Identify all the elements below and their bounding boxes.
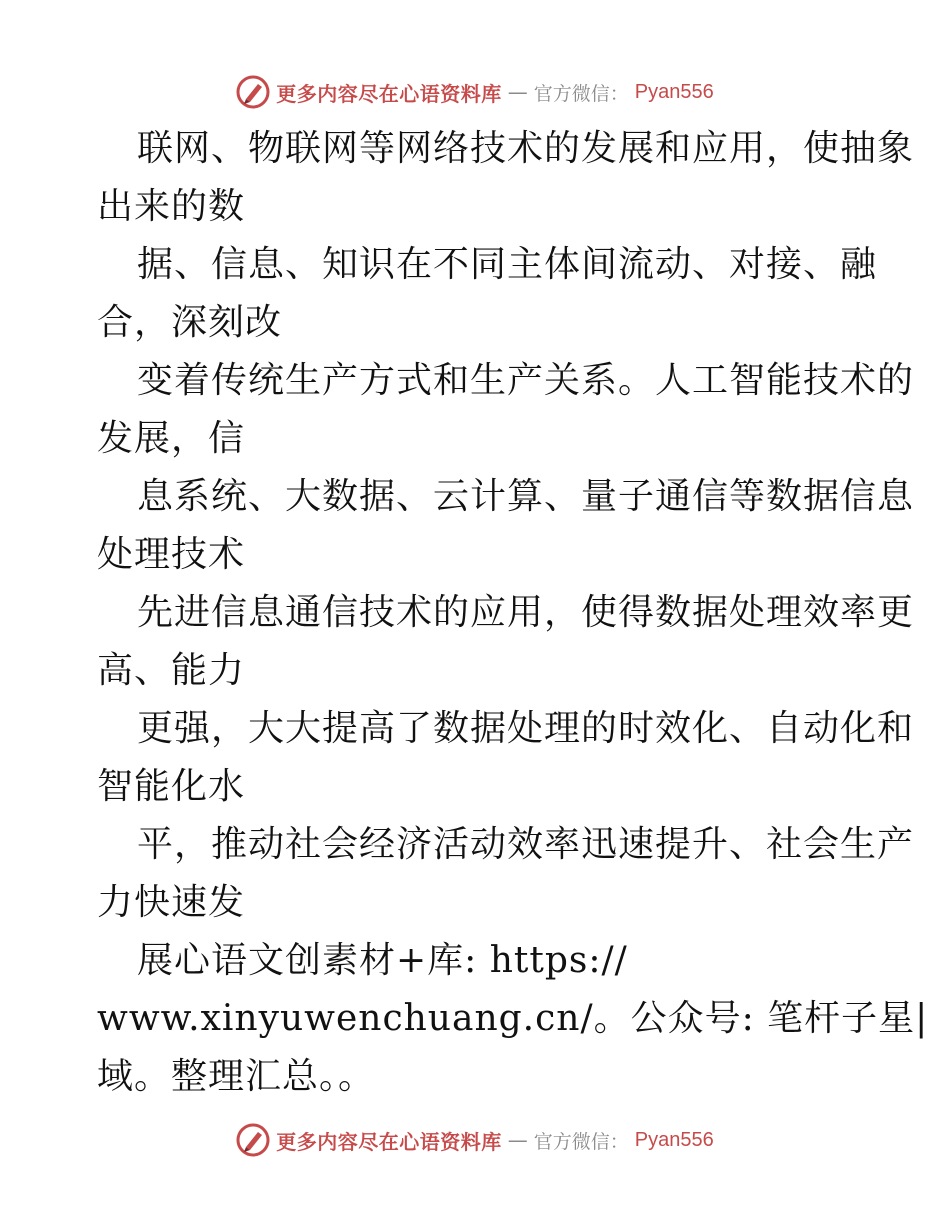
text-line: 合，深刻改 (97, 302, 283, 343)
pen-logo-icon (236, 75, 270, 109)
banner-wechat-label: 官方微信： (533, 1130, 629, 1153)
header-banner (0, 72, 950, 112)
text-line: 高、能力 (97, 650, 246, 691)
pen-logo-icon (236, 1123, 270, 1157)
text-line: 智能化水 (97, 766, 246, 807)
text-line: 展心语文创素材+库: https:// (137, 940, 628, 981)
banner-dash: — (507, 80, 528, 104)
banner-dash: — (507, 1128, 528, 1152)
text-line: 更强，大大提高了数据处理的时效化、自动化和 (137, 708, 915, 749)
text-line: 变着传统生产方式和生产关系。人工智能技术的 (137, 360, 915, 401)
banner-title: 更多内容尽在心语资料库 (276, 1129, 502, 1154)
text-line: 出来的数 (97, 186, 246, 227)
text-line: 联网、物联网等网络技术的发展和应用，使抽象 (137, 128, 915, 169)
banner-wechat-id: Pyan556 (634, 1128, 714, 1151)
text-line: 发展，信 (97, 418, 246, 459)
text-line: 域。整理汇总。。 (97, 1056, 376, 1097)
text-line: 息系统、大数据、云计算、量子通信等数据信息 (137, 476, 915, 517)
text-line: 处理技术 (97, 534, 246, 575)
footer-banner (0, 1120, 950, 1160)
text-line: 据、信息、知识在不同主体间流动、对接、融 (137, 244, 878, 285)
text-line: www.xinyuwenchuang.cn/。公众号: 笔杆子星| (97, 998, 929, 1039)
banner-title: 更多内容尽在心语资料库 (276, 81, 502, 106)
document-body (97, 120, 929, 1106)
text-line: 力快速发 (97, 882, 246, 923)
text-line: 平，推动社会经济活动效率迅速提升、社会生产 (137, 824, 915, 865)
text-line: 先进信息通信技术的应用，使得数据处理效率更 (137, 592, 915, 633)
banner-wechat-id: Pyan556 (634, 80, 714, 103)
banner-wechat-label: 官方微信： (533, 82, 629, 105)
